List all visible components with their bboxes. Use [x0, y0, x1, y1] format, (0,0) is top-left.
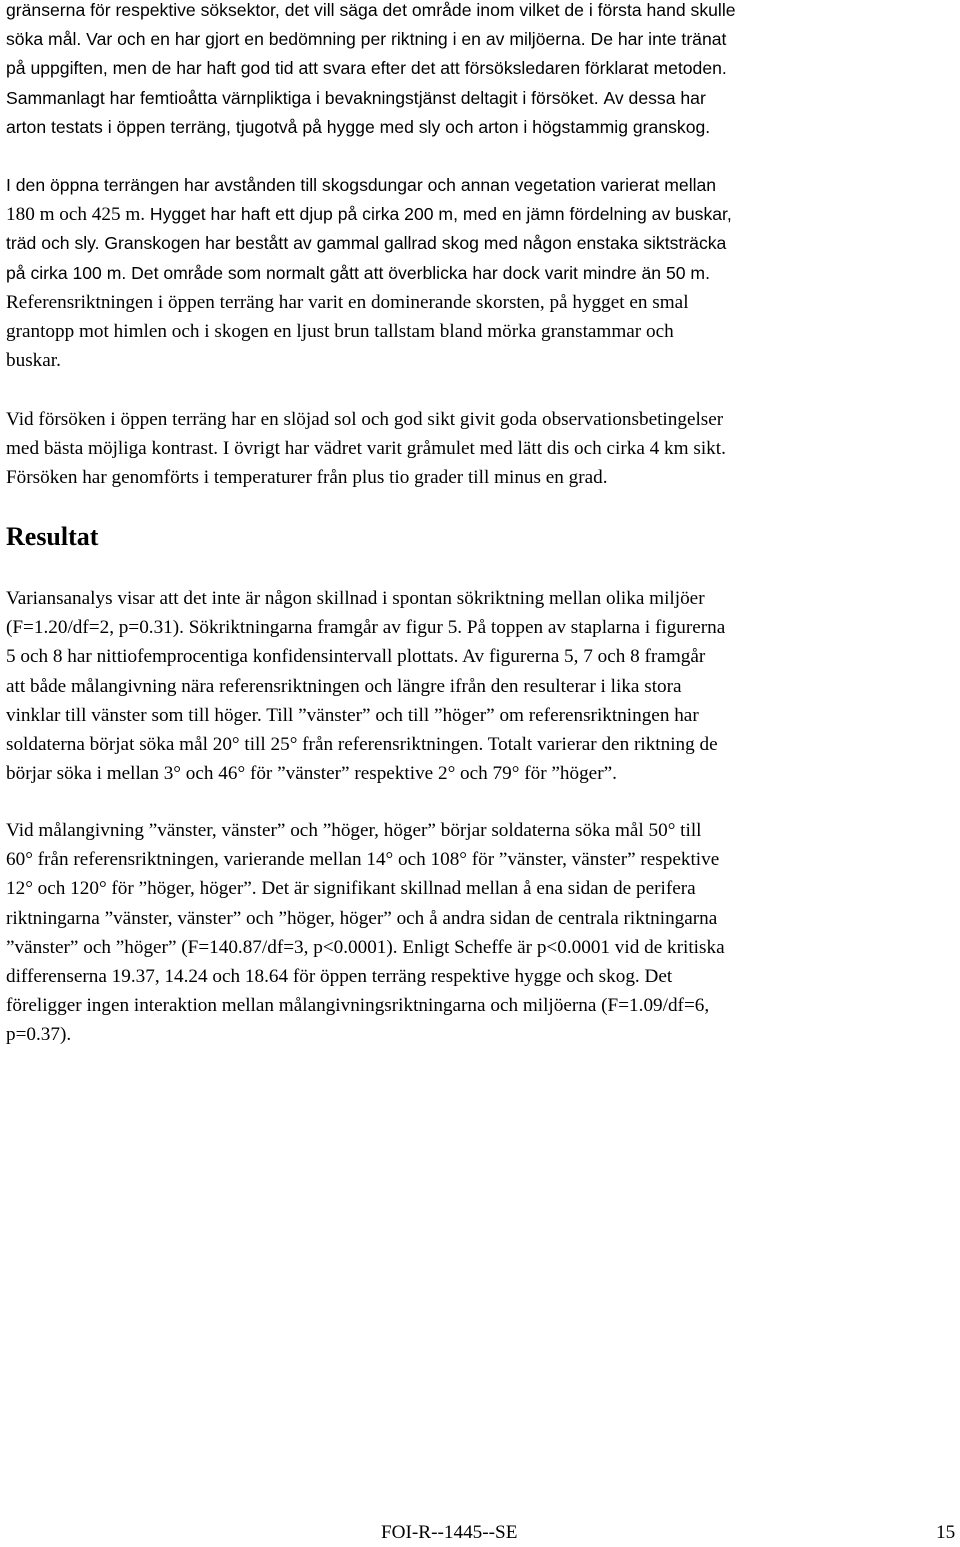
text-line: Vid målangivning ”vänster, vänster” och ”höger, höger” börjar soldaterna söka mål 50° till	[6, 820, 702, 841]
paragraph-target-designation	[6, 816, 725, 1050]
text-line: arton testats i öppen terräng, tjugotvå på hygge med sly och arton i högstammig granskog.	[6, 116, 711, 137]
text-segment: Det område som normalt gått att överblicka har dock varit mindre än 50 m.	[131, 262, 710, 283]
text-line: buskar.	[6, 350, 61, 372]
text-line: (F=1.20/df=2, p=0.31). Sökriktningarna framgår av figur 5. På toppen av staplarna i figurerna	[6, 617, 726, 639]
text-line: grantopp mot himlen och i skogen en ljust brun tallstam bland mörka granstammar och	[6, 321, 674, 343]
text-line	[6, 229, 732, 258]
text-segment: träd och sly.	[6, 233, 100, 254]
paragraph-terrain	[6, 171, 732, 375]
text-segment: Sammanlagt har femtioåtta värnpliktiga i bevakningstjänst deltagit i försöket.	[6, 87, 599, 108]
text-line: ”vänster” och ”höger” (F=140.87/df=3, p<0.0001). Enligt Scheffe är p<0.0001 vid de kritiska	[6, 936, 725, 958]
text-line: 12° och 120° för ”höger, höger”. Det är signifikant skillnad mellan å ena sidan de perifera	[6, 878, 696, 900]
text-line: söka mål. Var och en har gjort en bedömning per riktning i en av miljöerna. De har inte tränat	[6, 29, 727, 50]
text-line: riktningarna ”vänster, vänster” och ”höger, höger” och å andra sidan de centrala riktningarna	[6, 907, 718, 929]
text-line: föreligger ingen interaktion mellan målangivningsriktningarna och miljöerna (F=1.09/df=6,	[6, 995, 710, 1017]
section-heading: Resultat	[6, 522, 99, 551]
text-line	[6, 259, 732, 288]
text-line: med bästa möjliga kontrast. I övrigt har vädret varit gråmulet med lätt dis och cirka 4 km sikt.	[6, 438, 726, 460]
text-segment: 180 m och 425 m.	[6, 204, 146, 226]
text-line	[6, 84, 736, 113]
text-segment: Av dessa har	[603, 87, 706, 108]
text-line: gränserna för respektive söksektor, det vill säga det område inom vilket de i första hand skulle	[6, 0, 736, 20]
footer-page-number: 15	[936, 1522, 956, 1543]
text-line: I den öppna terrängen har avstånden till skogsdungar och annan vegetation varierat mellan	[6, 175, 717, 195]
paragraph-conditions	[6, 405, 726, 493]
footer-report-id: FOI-R--1445--SE	[381, 1522, 518, 1543]
text-segment: på cirka 100 m.	[6, 262, 127, 283]
text-line: 5 och 8 har nittiofemprocentiga konfidensintervall plottats. Av figurerna 5, 7 och 8 framgår	[6, 646, 706, 668]
text-segment: Hygget har haft ett djup på cirka 200 m, med en jämn fördelning av buskar,	[149, 204, 732, 225]
text-line: Vid försöken i öppen terräng har en slöjad sol och god sikt givit goda observationsbetingelser	[6, 409, 724, 430]
text-line: 60° från referensriktningen, varierande mellan 14° och 108° för ”vänster, vänster” respektive	[6, 849, 720, 871]
paragraph-results	[6, 584, 725, 788]
text-line	[6, 200, 732, 229]
text-line: att både målangivning nära referensriktningen och längre ifrån den resulterar i lika stora	[6, 675, 682, 697]
text-line: Referensriktningen i öppen terräng har varit en dominerande skorsten, på hygget en smal	[6, 291, 689, 313]
text-line: på uppgiften, men de har haft god tid att svara efter det att försöksledaren förklarat metoden.	[6, 58, 727, 79]
text-line: vinklar till vänster som till höger. Till ”vänster” och till ”höger” om referensriktningen har	[6, 704, 699, 726]
paragraph-intro	[6, 0, 736, 142]
text-line: Försöken har genomförts i temperaturer från plus tio grader till minus en grad.	[6, 467, 608, 489]
text-segment: Granskogen har bestått av gammal gallrad skog med någon enstaka siktsträcka	[104, 233, 727, 254]
text-line: p=0.37).	[6, 1024, 72, 1046]
text-line: differenserna 19.37, 14.24 och 18.64 för öppen terräng respektive hygge och skog. Det	[6, 966, 673, 988]
text-line: börjar söka i mellan 3° och 46° för ”vänster” respektive 2° och 79° för ”höger”.	[6, 763, 617, 785]
text-line: Variansanalys visar att det inte är någon skillnad i spontan sökriktning mellan olika miljöer	[6, 588, 705, 609]
text-line: soldaterna börjat söka mål 20° till 25° från referensriktningen. Totalt varierar den riktning de	[6, 734, 718, 756]
